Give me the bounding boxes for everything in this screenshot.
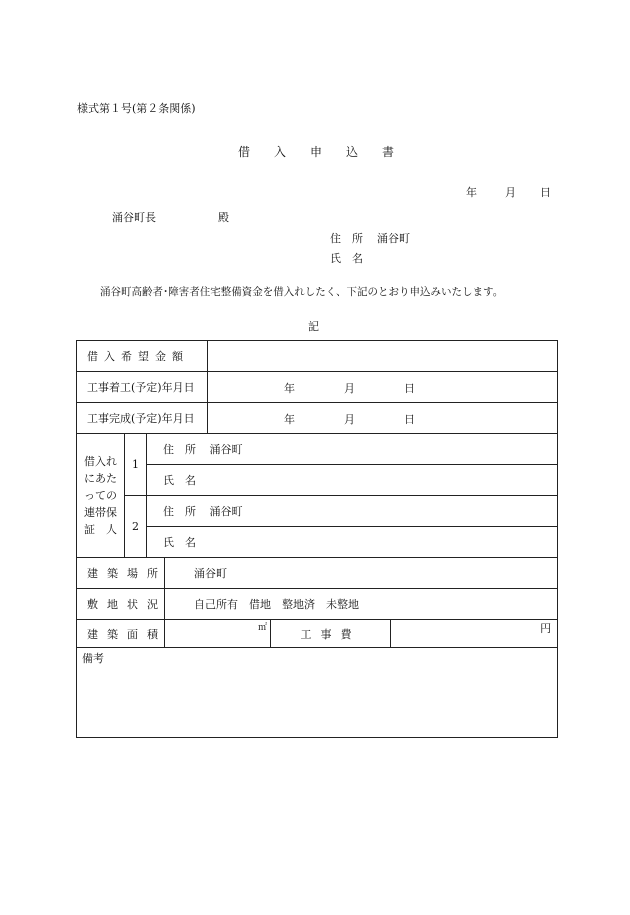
guarantor-1-name-cell[interactable] [147,465,558,496]
building-site-field[interactable] [165,558,558,589]
guarantor-1-address-row [77,434,558,465]
floor-area-field[interactable] [165,620,271,648]
start-date-row [77,372,558,403]
remarks-row [77,648,558,738]
loan-amount-label-cell [77,341,208,372]
guarantor-2-address-value: 涌谷町 [209,505,243,518]
land-status-row [77,589,558,620]
applicant-name-label: 氏 名 [330,252,363,265]
start-date-day: 日 [404,382,415,395]
remarks-field[interactable] [77,648,558,738]
guarantor-1-address-value: 涌谷町 [209,443,243,456]
construction-cost-label-cell [271,620,391,648]
date-year-label: 年 [466,186,477,199]
building-site-label: 建築場所 [87,567,167,580]
guarantor-1-address-cell[interactable] [147,434,558,465]
building-site-label-cell [77,558,165,589]
construction-cost-unit: 円 [540,622,552,635]
floor-area-label: 建築面積 [87,627,167,641]
start-date-label-cell [77,372,208,403]
completion-date-label: 工事完成(予定)年月日 [87,412,195,425]
completion-date-month: 月 [344,413,355,426]
form-number: 様式第１号(第２条関係) [77,102,196,115]
applicant-address-value: 涌谷町 [377,232,410,245]
guarantor-1-name-label: 氏 名 [163,474,196,487]
floor-area-row [77,620,558,648]
addressee-name: 涌谷町長 [112,211,156,224]
land-status-options: 自己所有 借地 整地済 未整地 [194,598,359,611]
application-table [76,340,558,738]
guarantor-label-line-3: っての [84,489,117,502]
completion-date-year: 年 [284,413,295,426]
land-status-field[interactable] [165,589,558,620]
applicant-address-label: 住 所 [330,232,363,245]
guarantor-label-line-5: 証 人 [84,523,117,536]
ki-heading: 記 [308,320,319,333]
date-month-label: 月 [505,186,516,199]
completion-date-label-cell [77,403,208,434]
start-date-label: 工事着工(予定)年月日 [87,381,195,394]
construction-cost-label: 工事費 [300,627,361,641]
loan-amount-row [77,341,558,372]
guarantor-2-name-row [77,527,558,558]
completion-date-day: 日 [404,413,415,426]
guarantor-label-line-2: にあた [84,472,117,485]
guarantor-label-line-1: 借入れ [84,455,117,468]
guarantor-2-name-cell[interactable] [147,527,558,558]
guarantor-2-number: 2 [125,496,147,558]
date-day-label: 日 [540,186,551,199]
guarantor-2-address-row [77,496,558,527]
guarantor-2-address-cell[interactable] [147,496,558,527]
construction-cost-field[interactable] [391,620,558,648]
addressee-honorific: 殿 [218,211,229,224]
completion-date-field[interactable] [208,403,558,434]
guarantor-1-address-label: 住 所 [163,443,196,456]
guarantor-2-address-label: 住 所 [163,505,196,518]
remarks-label: 備考 [82,652,104,665]
floor-area-unit: ㎡ [257,623,267,633]
guarantor-2-name-label: 氏 名 [163,536,196,549]
guarantor-label-cell [77,434,125,558]
guarantor-1-number: 1 [125,434,147,496]
land-status-label: 敷地状況 [87,598,167,611]
start-date-field[interactable] [208,372,558,403]
guarantor-label-line-4: 連帯保 [84,506,117,519]
building-site-row [77,558,558,589]
start-date-year: 年 [284,382,295,395]
document-title: 借 入 申 込 書 [238,145,401,159]
building-site-value: 涌谷町 [194,567,227,580]
completion-date-row [77,403,558,434]
application-statement: 涌谷町高齢者･障害者住宅整備資金を借入れしたく、下記のとおり申込みいたします。 [100,286,504,298]
start-date-month: 月 [344,382,355,395]
loan-amount-label: 借入希望金額 [87,350,189,363]
land-status-label-cell [77,589,165,620]
guarantor-1-name-row [77,465,558,496]
floor-area-label-cell [77,620,165,648]
loan-amount-field[interactable] [208,341,558,372]
